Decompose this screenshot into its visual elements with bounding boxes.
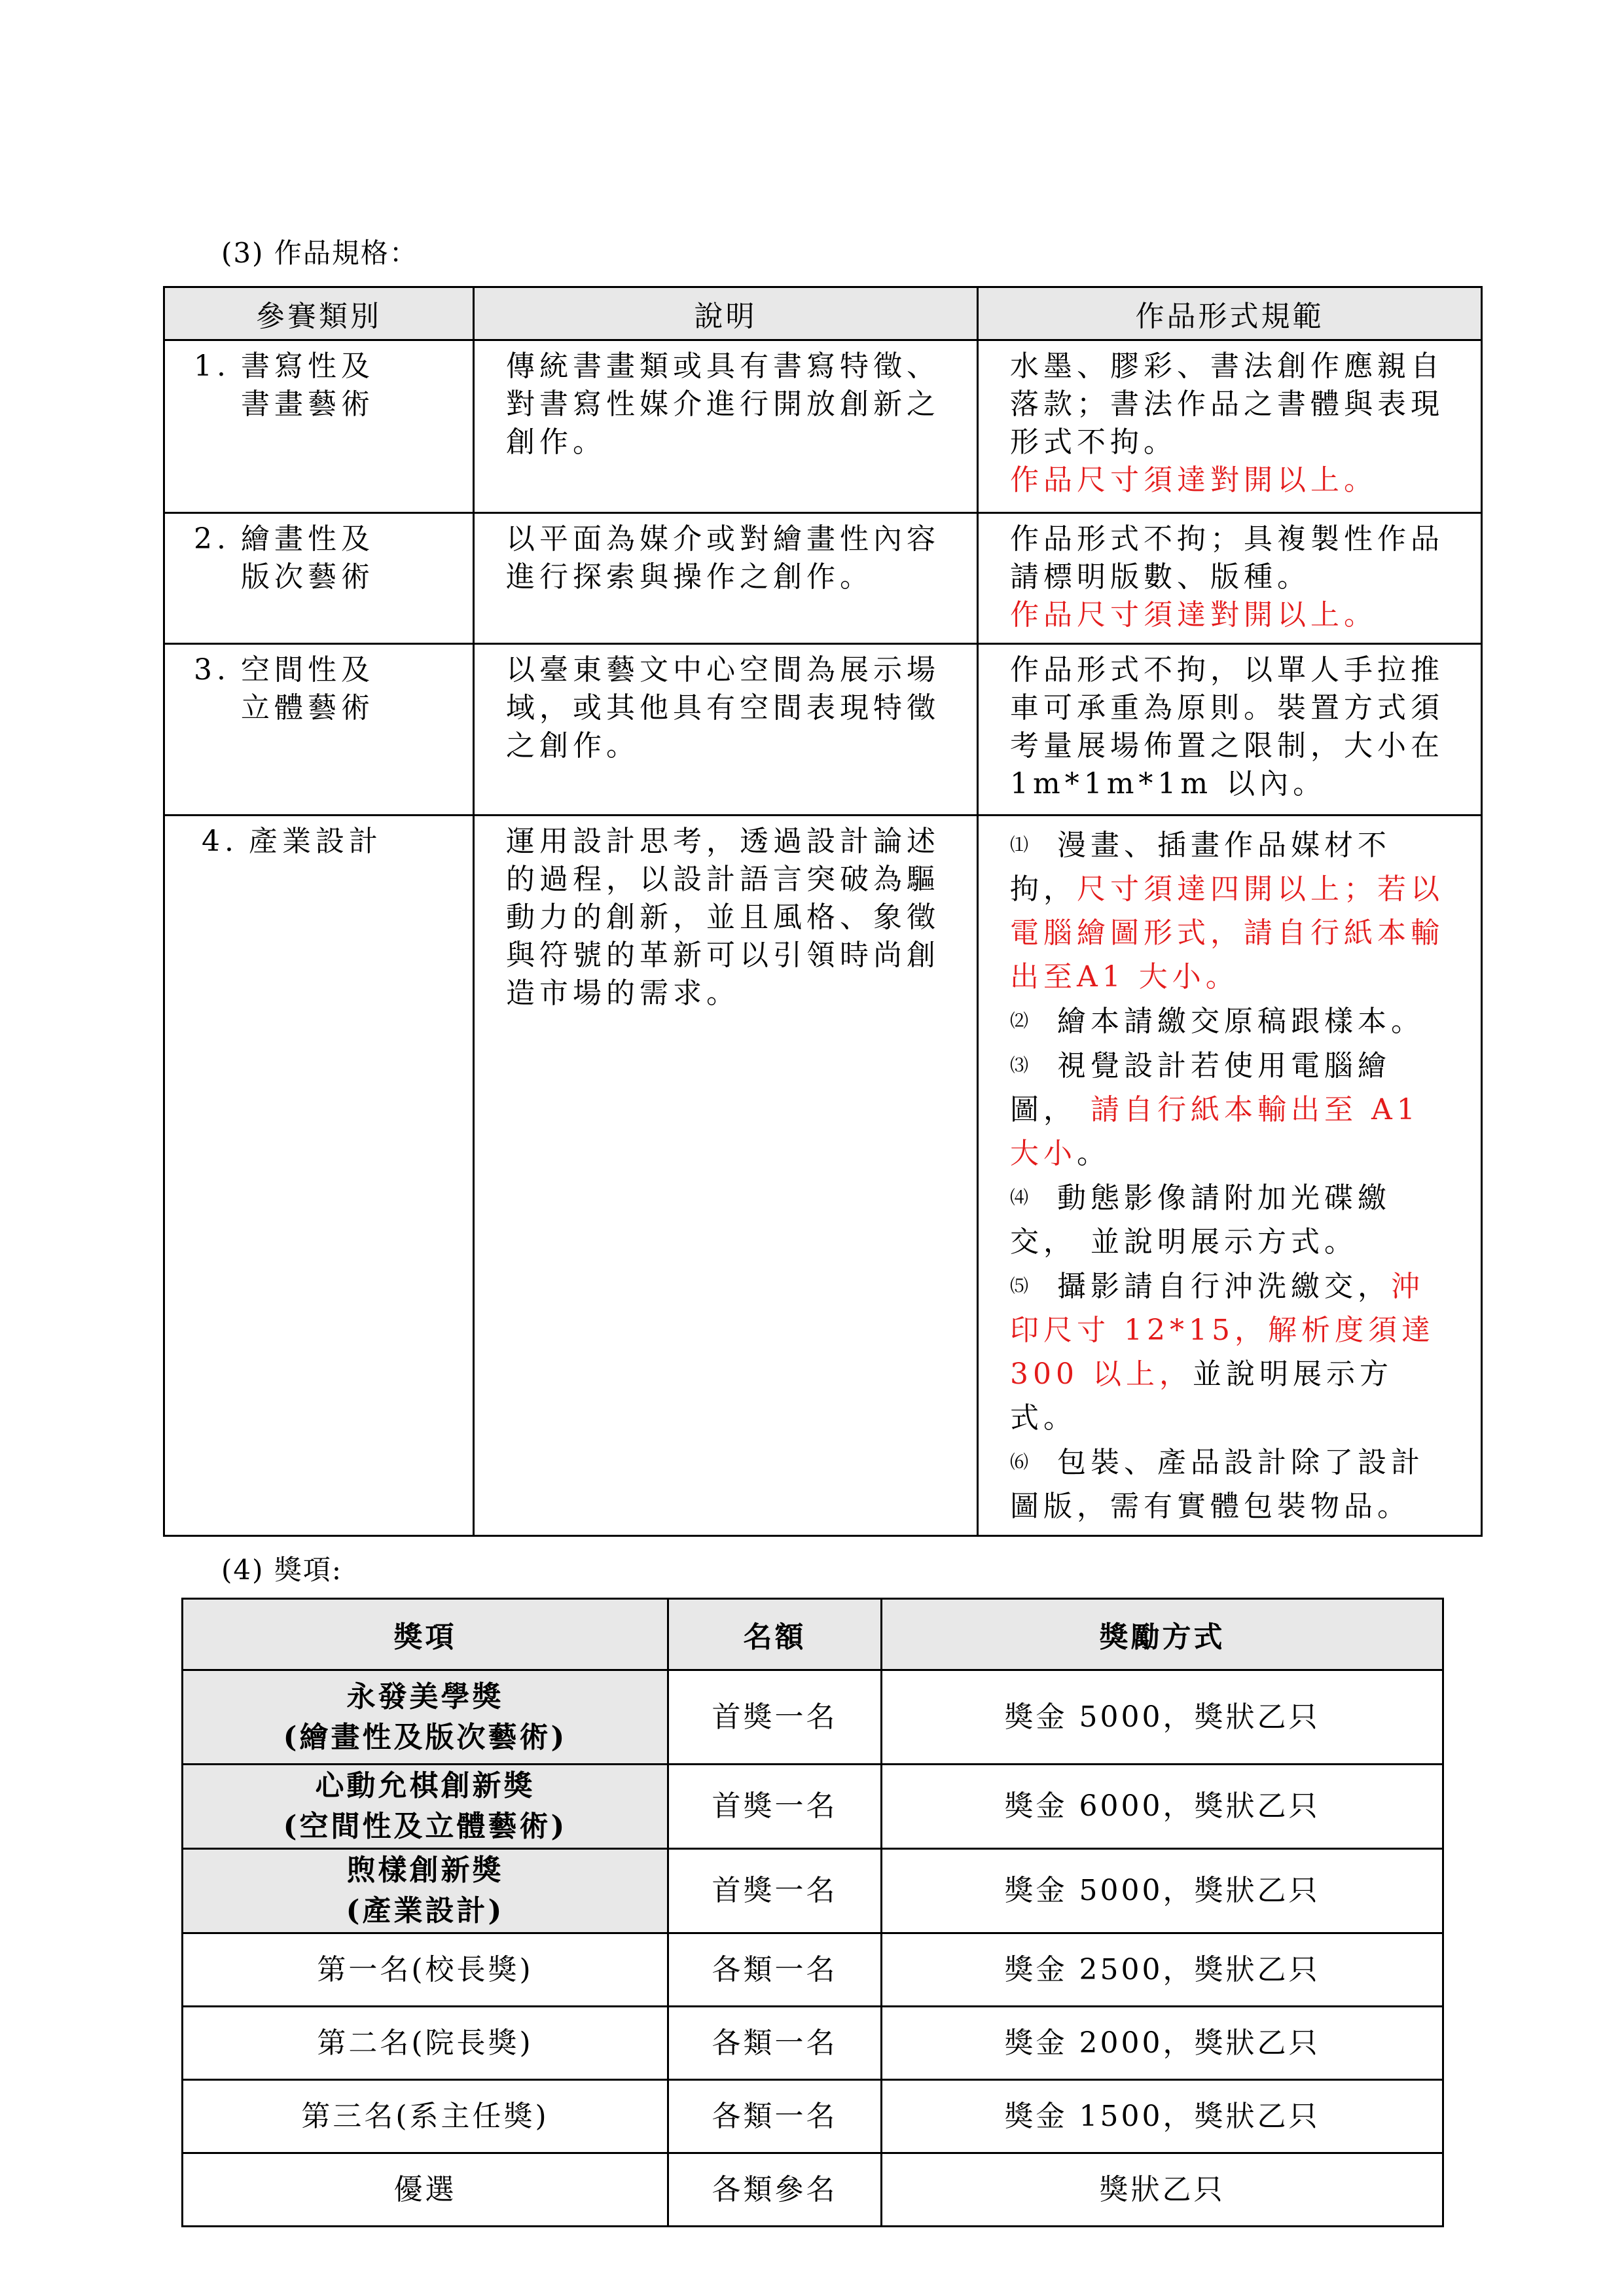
category-number: 1. [194,350,230,383]
item-red-note: 請自行紙本輸出至 A1 大小 [1010,1093,1420,1170]
award-name-cell: 第二名(院長獎) [183,2007,668,2080]
spec-header-category: 參賽類別 [164,287,474,340]
spec-category-cell [164,513,474,644]
award-name-cell: 優選 [183,2153,668,2227]
award-quota-cell: 各類參名 [668,2153,882,2227]
item-number: ⑹ [1010,1451,1034,1473]
award-table [181,1598,1444,2227]
spec-table [163,286,1483,1537]
spec-row [164,340,1482,513]
award-header-quota: 名額 [668,1599,882,1670]
format-text: 作品形式不拘；具複製性作品請標明版數、版種。 [1010,522,1444,594]
award-reward-cell: 獎狀乙只 [882,2153,1443,2227]
format-item [1010,1264,1452,1440]
spec-description-cell: 運用設計思考，透過設計論述的過程，以設計語言突破為驅動力的創新，並且風格、象徵與符號的革新可以引領時尚創造市場的需求。 [474,816,978,1536]
award-row [183,1849,1443,1933]
award-reward-cell: 獎金 5000，獎狀乙只 [882,1670,1443,1765]
category-line2: 書畫藝術 [241,387,374,421]
spec-header-row [164,287,1482,340]
award-category: (繪畫性及版次藝術) [283,1720,568,1754]
spec-row [164,816,1482,1536]
spec-category-cell [164,816,474,1536]
format-item [1010,1043,1452,1175]
item-number: ⑶ [1010,1054,1034,1076]
item-text: 攝影請自行沖洗繳交， [1057,1270,1391,1303]
award-reward-cell: 獎金 1500，獎狀乙只 [882,2080,1443,2153]
spec-category-cell [164,340,474,513]
award-header-row [183,1599,1443,1670]
award-name: 心動允棋創新獎 [315,1769,535,1803]
category-line2: 立體藝術 [241,691,374,725]
award-row [183,1765,1443,1849]
award-row [183,2153,1443,2227]
item-text: 漫畫、插畫作品媒材不拘， [1010,829,1391,906]
spec-format-cell [978,340,1482,513]
spec-row [164,513,1482,644]
category-line2: 版次藝術 [241,560,374,594]
item-text: 動態影像請附加光碟繳交， 並說明展示方式。 [1010,1181,1391,1259]
spec-header-format: 作品形式規範 [978,287,1482,340]
award-quota-cell: 首獎一名 [668,1670,882,1765]
format-text: 水墨、膠彩、書法創作應親自落款；書法作品之書體與表現形式不拘。 [1010,350,1444,459]
category-number: 4. [202,825,238,858]
category-number: 2. [194,522,230,556]
item-text-after: 並說明展示方式。 [1010,1357,1393,1435]
spec-description-cell: 以臺東藝文中心空間為展示場域，或其他具有空間表現特徵之創作。 [474,644,978,816]
item-text-after: 。 [1077,1137,1110,1170]
spec-description-cell: 以平面為媒介或對繪畫性內容進行探索與操作之創作。 [474,513,978,644]
award-row [183,2007,1443,2080]
item-text: 繪本請繳交原稿跟樣本。 [1057,1005,1424,1038]
award-name-cell [183,1849,668,1933]
spec-category-cell [164,644,474,816]
section3-heading: (3) 作品規格： [221,237,418,269]
award-category: (空間性及立體藝術) [283,1810,568,1843]
category-line1: 產業設計 [249,825,382,858]
format-item [1010,1440,1452,1528]
award-name: 永發美學獎 [346,1679,504,1713]
award-reward-cell: 獎金 2000，獎狀乙只 [882,2007,1443,2080]
award-name-cell: 第三名(系主任獎) [183,2080,668,2153]
award-quota-cell: 各類一名 [668,2007,882,2080]
award-header-name: 獎項 [183,1599,668,1670]
spec-header-description: 說明 [474,287,978,340]
item-number: ⑴ [1010,834,1034,855]
format-item [1010,823,1452,999]
category-number: 3. [194,653,230,687]
spec-format-cell [978,513,1482,644]
award-row [183,1933,1443,2007]
award-quota-cell: 首獎一名 [668,1849,882,1933]
item-red-note: 沖印尺寸 12*15，解析度須達300 以上， [1010,1270,1435,1391]
item-text: 包裝、產品設計除了設計圖版，需有實體包裝物品。 [1010,1446,1424,1523]
section4-heading: (4) 獎項: [221,1554,342,1586]
spec-row [164,644,1482,816]
award-name-cell [183,1765,668,1849]
award-name: 煦樣創新獎 [346,1854,504,1887]
category-line1: 書寫性及 [241,350,374,383]
award-row [183,1670,1443,1765]
award-name-cell [183,1670,668,1765]
spec-format-cell [978,644,1482,816]
spec-description-cell: 傳統書畫類或具有書寫特徵、對書寫性媒介進行開放創新之創作。 [474,340,978,513]
award-reward-cell: 獎金 6000，獎狀乙只 [882,1765,1443,1849]
spec-format-cell [978,816,1482,1536]
category-line1: 繪畫性及 [241,522,374,556]
award-quota-cell: 首獎一名 [668,1765,882,1849]
format-size-note: 作品尺寸須達對開以上。 [1010,463,1377,497]
item-red-note: 尺寸須達四開以上；若以電腦繪圖形式，請自行紙本輸出至A1 大小。 [1010,872,1444,994]
award-row [183,2080,1443,2153]
award-reward-cell: 獎金 2500，獎狀乙只 [882,1933,1443,2007]
item-text: 視覺設計若使用電腦繪圖， [1010,1049,1391,1126]
item-number: ⑸ [1010,1275,1034,1297]
category-line1: 空間性及 [241,653,374,687]
award-quota-cell: 各類一名 [668,2080,882,2153]
award-category: (產業設計) [346,1894,505,1928]
award-reward-cell: 獎金 5000，獎狀乙只 [882,1849,1443,1933]
format-text: 作品形式不拘，以單人手拉推車可承重為原則。裝置方式須考量展場佈置之限制，大小在1m*1m*1m 以內。 [1010,653,1444,800]
award-quota-cell: 各類一名 [668,1933,882,2007]
award-header-reward: 獎勵方式 [882,1599,1443,1670]
format-item [1010,999,1452,1043]
format-size-note: 作品尺寸須達對開以上。 [1010,598,1377,632]
format-item [1010,1175,1452,1264]
item-number: ⑵ [1010,1010,1034,1031]
item-number: ⑷ [1010,1187,1034,1208]
award-name-cell: 第一名(校長獎) [183,1933,668,2007]
